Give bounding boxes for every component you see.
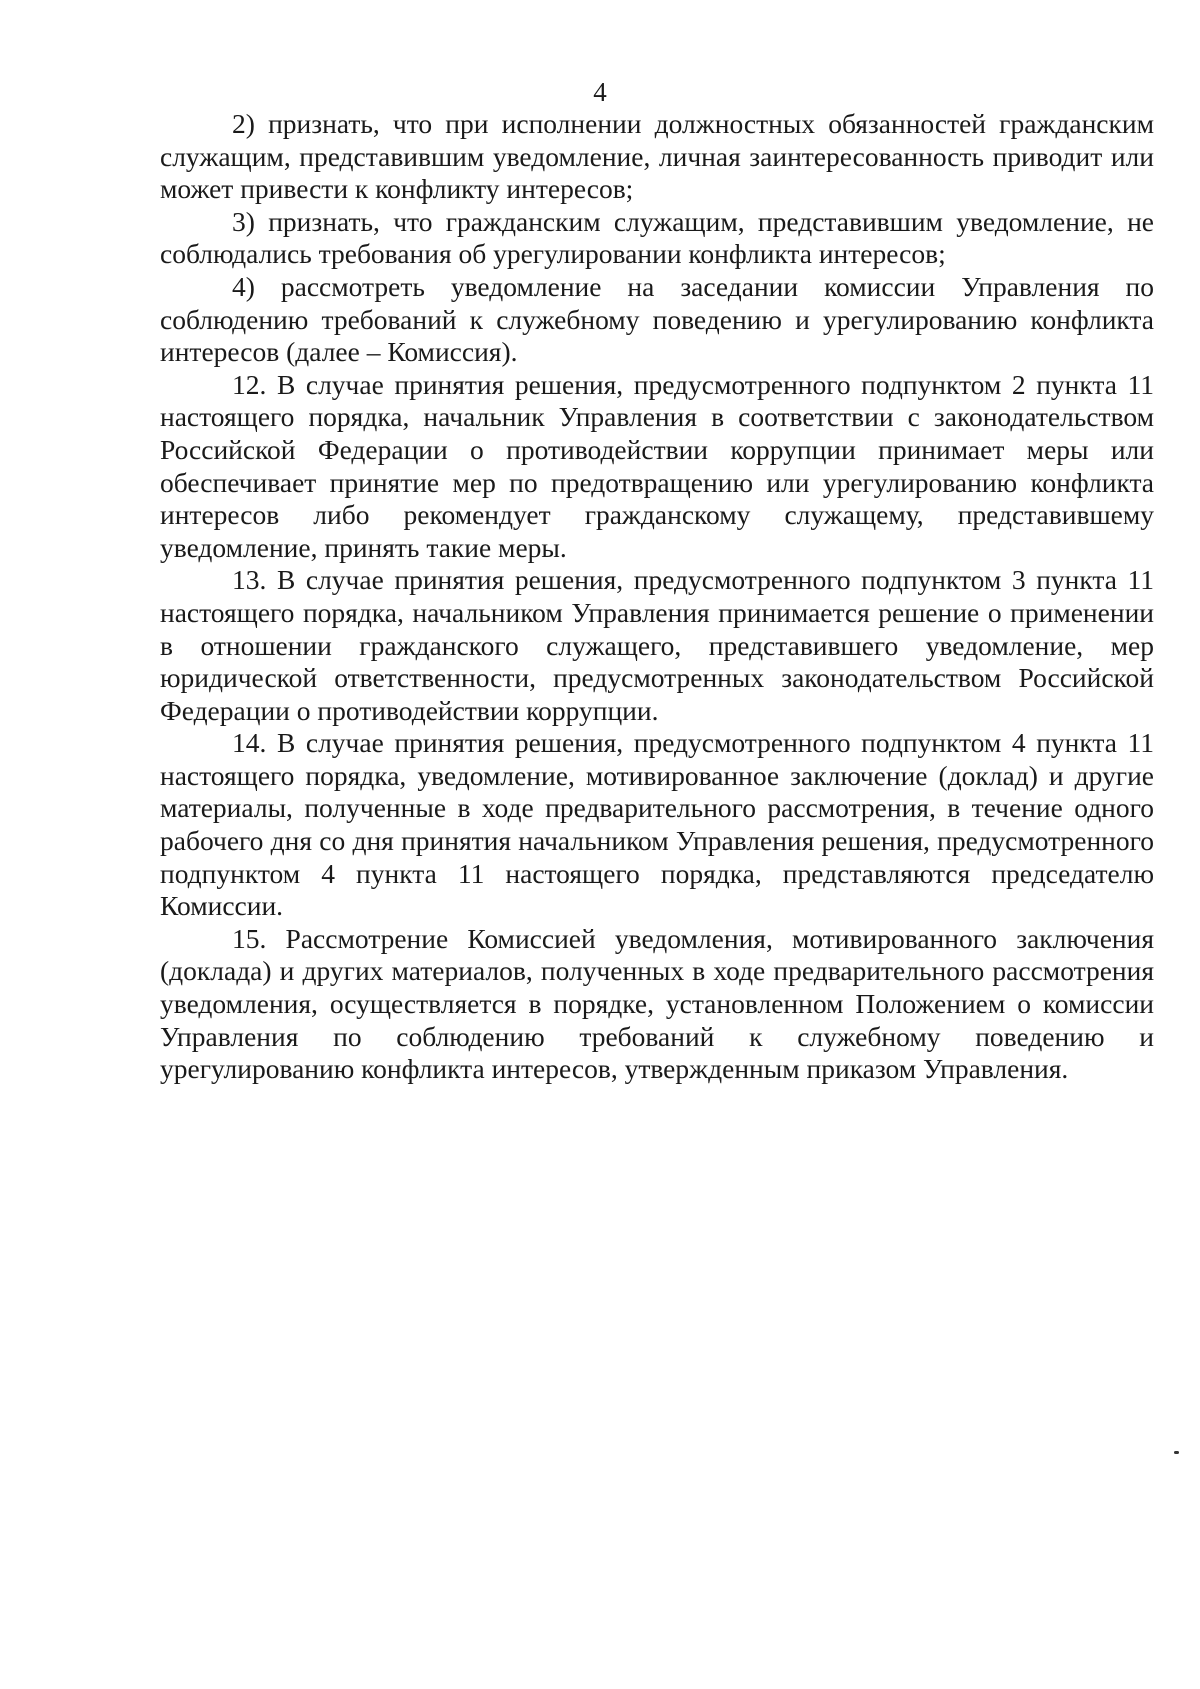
paragraph-item-4: 4) рассмотреть уведомление на заседании комиссии Управления по соблюдению требований к служебному поведению и урегулированию конфликта интересов (далее – Комиссия). (160, 270, 1154, 368)
document-body (160, 108, 1154, 1086)
page-number: 4 (593, 77, 607, 107)
paragraph-item-2: 2) признать, что при исполнении должностных обязанностей гражданским служащим, представившим уведомление, личная заинтересованность приводит или может привести к конфликту интересов; (160, 108, 1154, 205)
paragraph-clause-12: 12. В случае принятия решения, предусмотренного подпунктом 2 пункта 11 настоящего порядка, начальник Управления в соответствии с законодательством Российской Федерации о противодействии коррупции принимает меры или обеспечивает принятие мер по предотвращению или урегулированию конфликта интересов либо рекомендует гражданскому служащему, представившему уведомление, принять такие меры. (160, 368, 1154, 563)
paragraph-clause-13: 13. В случае принятия решения, предусмотренного подпунктом 3 пункта 11 настоящего порядка, начальником Управления принимается решение о применении в отношении гражданского служащего, представившего уведомление, мер юридической ответственности, предусмотренных законодательством Российской Федерации о противодействии коррупции. (160, 564, 1154, 726)
paragraph-item-3: 3) признать, что гражданским служащим, представившим уведомление, не соблюдались требования об урегулировании конфликта интересов; (160, 205, 1154, 270)
paragraph-clause-15: 15. Рассмотрение Комиссией уведомления, мотивированного заключения (доклада) и других материалов, полученных в ходе предварительного рассмотрения уведомления, осуществляется в порядке, установленном Положением о комиссии Управления по соблюдению требований к служебному поведению и урегулированию конфликта интересов, утвержденным приказом Управления. (160, 922, 1154, 1085)
scan-speck-mark (1174, 1451, 1179, 1454)
paragraph-clause-14: 14. В случае принятия решения, предусмотренного подпунктом 4 пункта 11 настоящего порядка, уведомление, мотивированное заключение (доклад) и другие материалы, полученные в ходе предварительного рассмотрения, в течение одного рабочего дня со дня принятия начальником Управления решения, предусмотренного подпунктом 4 пункта 11 настоящего порядка, представляются председателю Комиссии. (160, 727, 1154, 922)
